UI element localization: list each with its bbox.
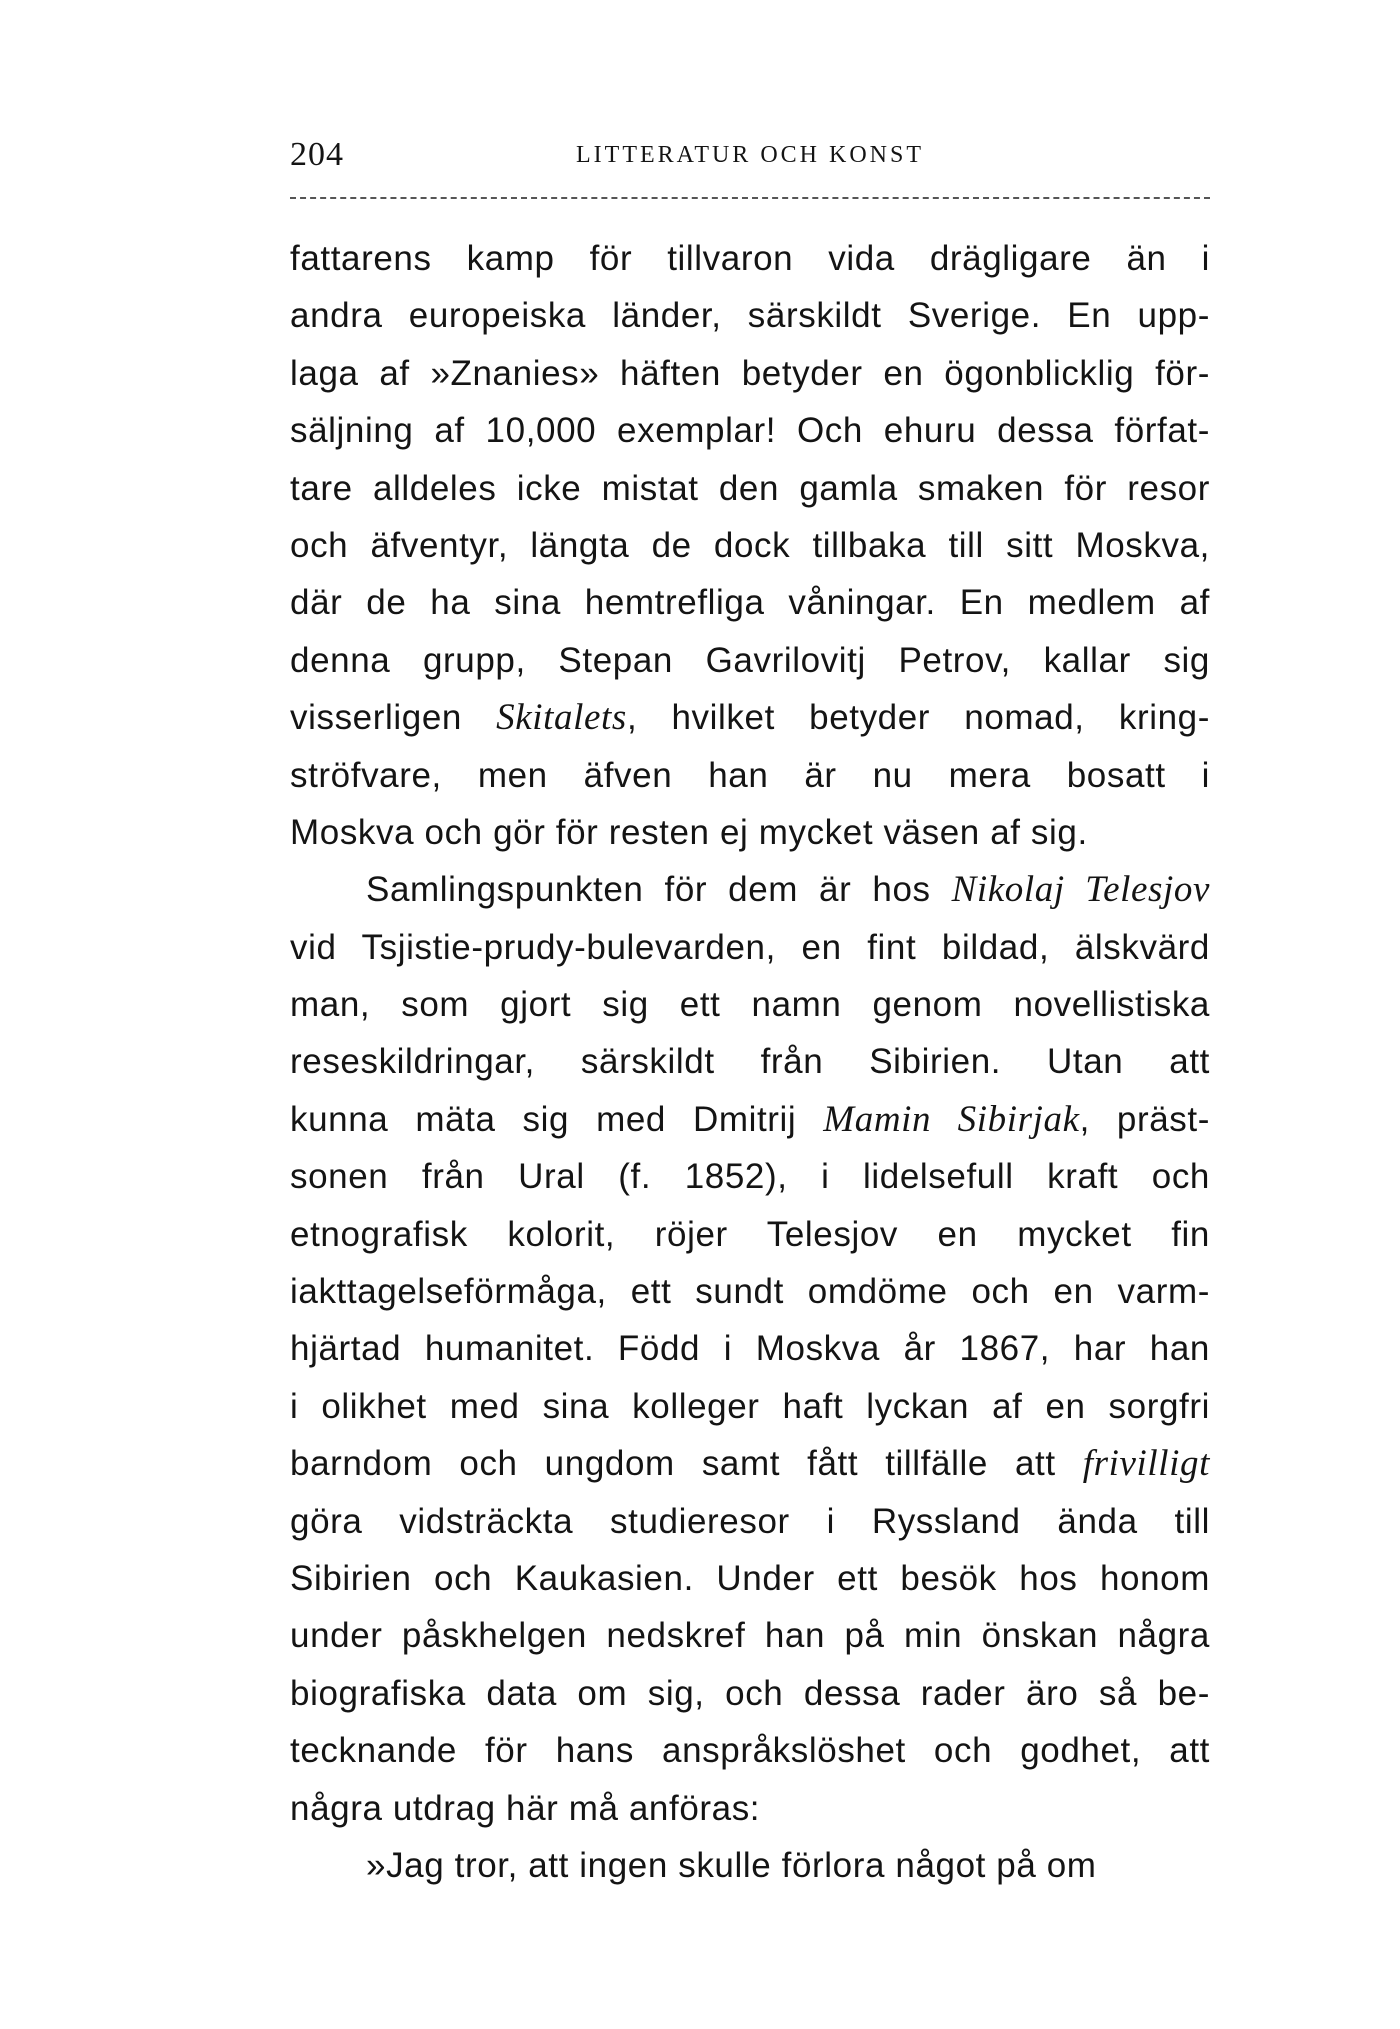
text-line xyxy=(290,1837,1210,1894)
text-line xyxy=(290,287,1210,344)
italic-name: Skitalets xyxy=(496,697,627,739)
text-line xyxy=(290,402,1210,459)
text-line xyxy=(290,460,1210,517)
text-segment: ströfvare, men äfven han är nu mera bosatt i xyxy=(290,755,1210,795)
text-line xyxy=(290,804,1210,861)
text-segment: man, som gjort sig ett namn genom novellistiska xyxy=(290,985,1210,1025)
text-segment: där de ha sina hemtrefliga våningar. En medlem af xyxy=(290,583,1210,623)
text-line xyxy=(290,1435,1210,1492)
text-line xyxy=(290,345,1210,402)
text-line xyxy=(290,747,1210,804)
page-header xyxy=(290,136,1210,176)
text-line xyxy=(290,919,1210,976)
text-segment: reseskildringar, särskildt från Sibirien. Utan att xyxy=(290,1042,1210,1082)
text-segment: vid Tsjistie-prudy-bulevarden, en fint bildad, älskvärd xyxy=(290,927,1210,967)
text-line xyxy=(290,1493,1210,1550)
text-segment: biografiska data om sig, och dessa rader äro så be- xyxy=(290,1673,1210,1713)
text-segment: »Jag tror, att ingen skulle förlora något på om xyxy=(366,1845,1097,1885)
text-line xyxy=(290,976,1210,1033)
text-segment: Sibirien och Kaukasien. Under ett besök hos honom xyxy=(290,1558,1210,1598)
body-text xyxy=(290,230,1210,1894)
text-segment: under påskhelgen nedskref han på min önskan några xyxy=(290,1616,1210,1656)
text-line xyxy=(290,517,1210,574)
text-line xyxy=(290,1320,1210,1377)
text-line xyxy=(290,689,1210,746)
italic-name: Mamin Sibirjak xyxy=(823,1098,1080,1140)
text-segment: denna grupp, Stepan Gavrilovitj Petrov, kallar sig xyxy=(290,640,1210,680)
text-segment: , hvilket betyder nomad, kring- xyxy=(626,698,1210,738)
text-segment: i olikhet med sina kolleger haft lyckan af en sorgfri xyxy=(290,1386,1210,1426)
text-line xyxy=(290,1033,1210,1090)
text-segment: andra europeiska länder, särskildt Sverige. En upp- xyxy=(290,296,1210,336)
text-segment: sonen från Ural (f. 1852), i lidelsefull kraft och xyxy=(290,1157,1210,1197)
text-line xyxy=(290,230,1210,287)
text-segment: barndom och ungdom samt fått tillfälle att xyxy=(290,1444,1083,1484)
text-segment: etnografisk kolorit, röjer Telesjov en mycket fin xyxy=(290,1214,1210,1254)
text-segment: några utdrag här må anföras: xyxy=(290,1788,761,1828)
text-line xyxy=(290,1206,1210,1263)
text-segment: göra vidsträckta studieresor i Ryssland ända till xyxy=(290,1501,1210,1541)
text-line xyxy=(290,1665,1210,1722)
text-segment: visserligen xyxy=(290,698,497,738)
text-segment: , präst- xyxy=(1079,1099,1210,1139)
text-line xyxy=(290,1780,1210,1837)
text-segment: kunna mäta sig med Dmitrij xyxy=(290,1099,824,1139)
header-rule xyxy=(290,197,1210,199)
text-line xyxy=(290,861,1210,918)
text-segment: fattarens kamp för tillvaron vida drägligare än i xyxy=(290,239,1210,278)
text-segment: hjärtad humanitet. Född i Moskva år 1867, har han xyxy=(290,1329,1210,1369)
text-line xyxy=(290,1378,1210,1435)
text-segment: och äfventyr, längta de dock tillbaka till sitt Moskva, xyxy=(290,525,1210,565)
text-segment: tare alldeles icke mistat den gamla smaken för resor xyxy=(290,468,1210,508)
text-line xyxy=(290,1722,1210,1779)
running-title: LITTERATUR OCH KONST xyxy=(576,142,924,168)
text-line xyxy=(290,574,1210,631)
text-line xyxy=(290,1148,1210,1205)
text-segment: säljning af 10,000 exemplar! Och ehuru dessa förfat- xyxy=(290,411,1210,451)
text-segment: laga af »Znanies» häften betyder en ögonblicklig för- xyxy=(290,353,1210,393)
text-line xyxy=(290,1091,1210,1148)
text-segment: Moskva och gör för resten ej mycket väsen af sig. xyxy=(290,812,1088,852)
text-line xyxy=(290,1607,1210,1664)
italic-name: Nikolaj Telesjov xyxy=(951,869,1211,911)
text-line xyxy=(290,632,1210,689)
page-number: 204 xyxy=(290,136,344,173)
text-segment: Samlingspunkten för dem är hos xyxy=(366,870,952,910)
text-line xyxy=(290,1263,1210,1320)
italic-name: frivilligt xyxy=(1082,1443,1210,1485)
text-segment: iakttagelseförmåga, ett sundt omdöme och en varm- xyxy=(290,1272,1210,1312)
text-line xyxy=(290,1550,1210,1607)
text-segment: tecknande för hans anspråkslöshet och godhet, att xyxy=(290,1731,1210,1771)
